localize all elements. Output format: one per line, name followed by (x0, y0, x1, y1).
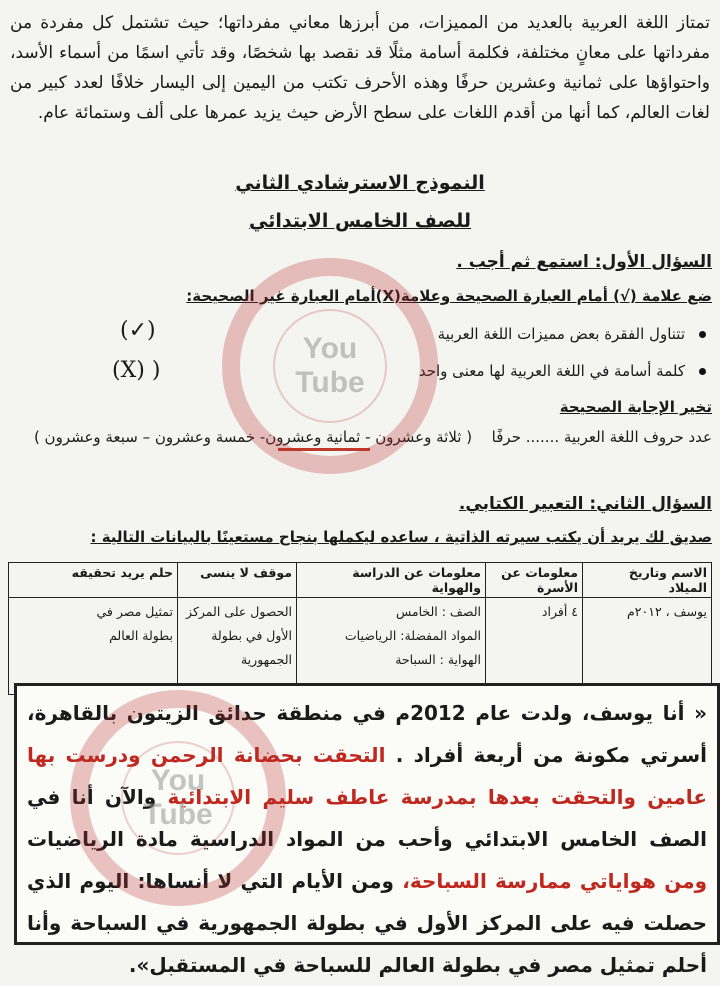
statement-2-text: كلمة أسامة في اللغة العربية لها معنى واحد (418, 362, 685, 380)
cell-line: الهواية : السباحة (395, 652, 481, 667)
cell-line: المواد المفضلة: الرياضيات (344, 628, 481, 643)
model-title: النموذج الاسترشادي الثاني (235, 172, 485, 194)
statement-2-mark: ( (X) (112, 358, 161, 383)
choose-stem: عدد حروف اللغة العربية ....... حرفًا (491, 428, 712, 446)
youtube-watermark-stamp (70, 690, 286, 906)
table-header-row (9, 563, 712, 598)
youtube-logo-icon (273, 309, 387, 423)
table-header: معلومات عن الدراسة والهواية (297, 563, 486, 598)
watermark-text: Tube (143, 798, 213, 831)
cell-line: تمثيل مصر في (96, 604, 173, 619)
cell-line: يوسف ، ٢٠١٢م (627, 604, 707, 619)
choose-options: ( ثلاثة وعشرون - ثمانية وعشرون- خمسة وعشرون – سبعة وعشرون ) (33, 428, 473, 446)
cell-line: بطولة العالم (109, 628, 173, 643)
watermark-text: You (150, 764, 206, 797)
table-header: موقف لا ينسى (178, 563, 297, 598)
choose-heading: تخير الإجابة الصحيحة (559, 398, 712, 416)
essay-part-5: ومن الأيام التي لا أنساها: اليوم الذي حصلت فيه على المركز الأول في بطولة الجمهورية في السباحة وأنا أحلم تمثيل مصر في بطولة العالم للسباحة في المستقبل». (27, 869, 707, 977)
intro-text: تمتاز اللغة العربية بالعديد من المميزات، من أبرزها معاني مفرداتها؛ حيث تشتمل كل مفردة من مفرداتها على معانٍ مختلفة، فكلمة أسامة مثلًا قد نقصد بها شخصًا، وقد تأتي اسمًا من أسماء الأسد، واحتواؤها على ثمانية وعشرين حرفًا وهذه الأحرف تكتب من اليمين إلى اليسار خلافًا لعدد كبير من لغات العالم، كما أنها من أقدم اللغات على سطح الأرض حيث يزيد عمرها على ألف وستمائة عام. (10, 13, 710, 123)
biography-table (8, 562, 712, 695)
table-cell (9, 598, 178, 695)
table-cell (486, 598, 583, 695)
table-cell (583, 598, 712, 695)
statement-1-mark: (✓) (120, 318, 156, 343)
youtube-watermark-stamp (222, 258, 438, 474)
cell-line: ٤ أفراد (541, 604, 578, 619)
essay-part-4: ومن هواياتي ممارسة السباحة، (402, 869, 708, 893)
cell-line: الجمهورية (240, 652, 292, 667)
table-header: الاسم وتاريخ الميلاد (583, 563, 712, 598)
cell-line: الحصول على المركز (186, 604, 292, 619)
table-cell (297, 598, 486, 695)
watermark-text: You (302, 332, 358, 365)
table-header: معلومات عن الأسرة (486, 563, 583, 598)
question2-prompt: صديق لك يريد أن يكتب سيرته الذاتية ، ساعده ليكملها بنجاح مستعينًا بالبيانات التالية : (90, 528, 712, 546)
question2-heading: السؤال الثاني: التعبير الكتابي. (458, 494, 712, 514)
table-header: حلم يريد تحقيقه (9, 563, 178, 598)
table-cell (178, 598, 297, 695)
table-row (9, 598, 712, 695)
cell-line: الأول في بطولة (211, 628, 292, 643)
essay-part-3: والآن أنا في الصف الخامس الابتدائي وأحب من المواد الدراسية مادة الرياضيات (27, 785, 707, 851)
essay-part-2: التحقت بحضانة الرحمن ودرست بها عامين والتحقت بعدها بمدرسة عاطف سليم الابتدائية (27, 743, 707, 809)
grade-title: للصف الخامس الابتدائي (249, 210, 471, 232)
bullet-icon (699, 331, 706, 338)
cell-line: الصف : الخامس (395, 604, 481, 619)
youtube-logo-icon (121, 741, 235, 855)
question1-heading: السؤال الأول: استمع ثم أجب . (456, 252, 712, 272)
question1-instruction: ضع علامة (√) أمام العبارة الصحيحة وعلامة(X)أمام العبارة غير الصحيحة: (186, 287, 712, 305)
intro-paragraph (10, 8, 710, 128)
watermark-text: Tube (295, 366, 365, 399)
statement-1-text: تتناول الفقرة بعض مميزات اللغة العربية (437, 325, 685, 343)
essay-part-1: « أنا يوسف، ولدت عام 2012م في منطقة حدائق الزيتون بالقاهرة، أسرتي مكونة من أربعة أفراد . (27, 701, 707, 767)
bullet-icon (699, 368, 706, 375)
